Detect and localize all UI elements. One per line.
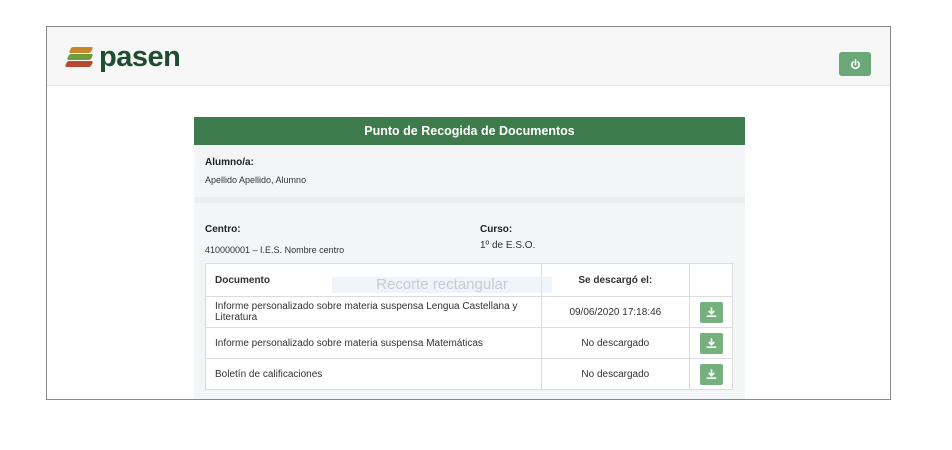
table-row (206, 297, 733, 328)
documents-panel (194, 117, 745, 400)
books-logo-icon (65, 45, 95, 69)
documents-table (205, 263, 733, 390)
student-label: Alumno/a: (205, 157, 254, 168)
table-header-row (206, 264, 733, 297)
document-name: Informe personalizado sobre materia suspensa Lengua Castellana y Literatura (206, 297, 542, 328)
power-icon (850, 59, 861, 70)
column-header-downloaded: Se descargó el: (541, 264, 690, 297)
column-header-document: Documento (206, 264, 542, 297)
actions-cell (690, 359, 733, 390)
center-label: Centro: (205, 224, 241, 235)
table-row (206, 359, 733, 390)
logo-text: pasen (99, 41, 181, 73)
app-window (46, 26, 891, 400)
panel-title: Punto de Recogida de Documentos (194, 117, 745, 145)
snipping-overlay-text: Recorte rectangular (332, 277, 552, 293)
download-button[interactable] (700, 364, 723, 385)
top-bar (47, 27, 890, 86)
download-button[interactable] (700, 302, 723, 323)
pasen-logo[interactable] (65, 41, 181, 73)
logout-button[interactable] (839, 52, 871, 76)
section-divider (194, 197, 745, 203)
table-row (206, 328, 733, 359)
download-date: 09/06/2020 17:18:46 (541, 297, 690, 328)
actions-cell (690, 297, 733, 328)
center-value: 410000001 – I.E.S. Nombre centro (205, 245, 345, 255)
actions-cell (690, 328, 733, 359)
column-header-actions (690, 264, 733, 297)
document-name: Boletín de calificaciones (206, 359, 542, 390)
download-button[interactable] (700, 333, 723, 354)
download-icon (706, 338, 717, 349)
download-icon (706, 307, 717, 318)
download-icon (706, 369, 717, 380)
course-label: Curso: (480, 224, 513, 235)
student-name: Apellido Apellido, Alumno (205, 175, 307, 185)
student-section (194, 145, 745, 197)
document-name: Informe personalizado sobre materia suspensa Matemáticas (206, 328, 542, 359)
download-date: No descargado (541, 328, 690, 359)
download-date: No descargado (541, 359, 690, 390)
course-value: 1º de E.S.O. (480, 240, 536, 251)
